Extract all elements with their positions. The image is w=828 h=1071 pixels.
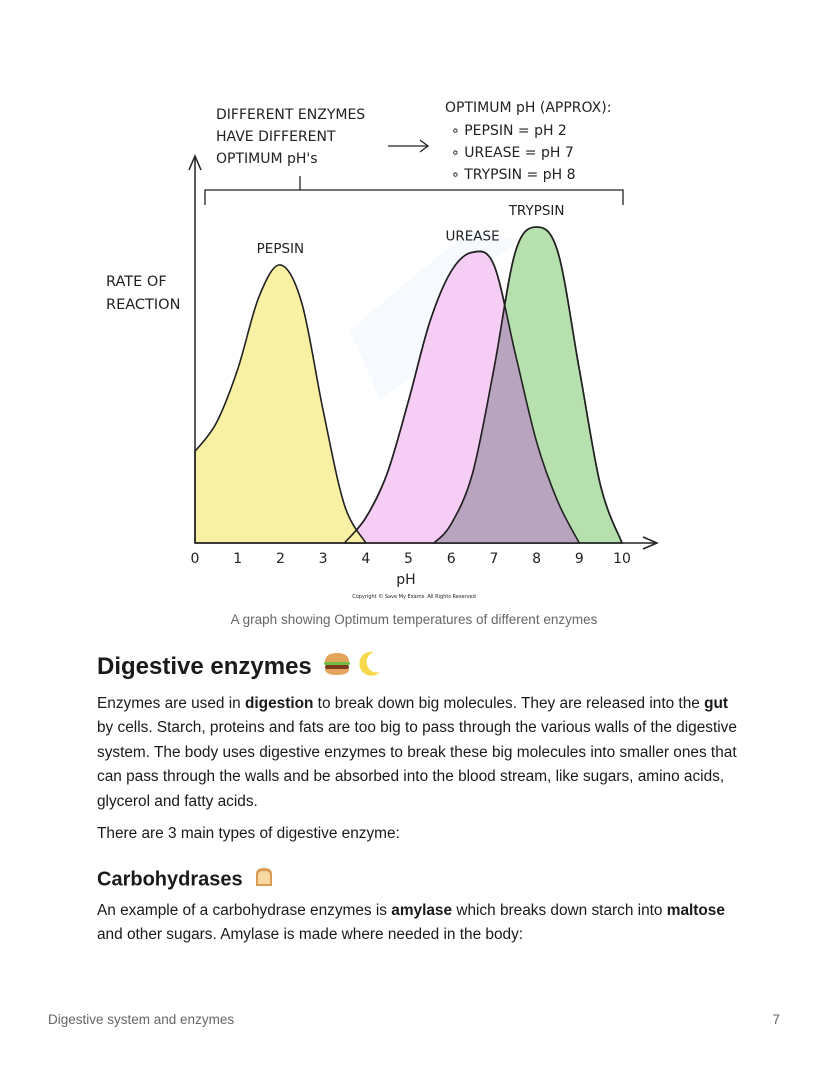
curve-layer bbox=[195, 227, 622, 543]
text-run: Enzymes are used in bbox=[97, 695, 245, 712]
annotation-left-line: DIFFERENT ENZYMES bbox=[216, 107, 366, 123]
x-tick-label: 1 bbox=[233, 551, 243, 567]
annotation-right-item: ∘ PEPSIN = pH 2 bbox=[451, 123, 567, 139]
annotation-right-item: ∘ TRYPSIN = pH 8 bbox=[451, 167, 576, 183]
paragraph-carbohydrases bbox=[97, 899, 737, 948]
bold-term: digestion bbox=[245, 695, 314, 712]
pepsin-curve bbox=[195, 265, 366, 543]
y-axis-label-line: RATE OF bbox=[106, 274, 167, 290]
section-heading bbox=[97, 650, 382, 685]
paragraph-digestion bbox=[97, 692, 737, 814]
x-tick-label: 4 bbox=[361, 551, 371, 567]
annotation-right-title: OPTIMUM pH (APPROX): bbox=[445, 100, 612, 116]
copyright-note: Copyright © Save My Exams. All Rights Reserved bbox=[352, 594, 476, 600]
x-tick-label: 8 bbox=[532, 551, 542, 567]
text-run: to break down big molecules. They are released into the bbox=[313, 695, 705, 712]
annotation-left bbox=[216, 107, 365, 167]
x-tick-labels bbox=[191, 551, 631, 567]
x-axis-label: pH bbox=[396, 572, 416, 588]
annotation-right bbox=[445, 100, 611, 183]
subsection-heading bbox=[97, 866, 276, 894]
subsection-heading-text: Carbohydrases bbox=[97, 868, 243, 891]
paragraph-enzyme-types: There are 3 main types of digestive enzyme: bbox=[97, 825, 400, 842]
footer-title: Digestive system and enzymes bbox=[48, 1012, 235, 1027]
x-tick-label: 6 bbox=[446, 551, 456, 567]
curve-label-pepsin: PEPSIN bbox=[256, 240, 305, 257]
x-tick-label: 0 bbox=[190, 551, 200, 567]
text-run: which breaks down starch into bbox=[452, 902, 667, 919]
text-run: by cells. Starch, proteins and fats are too big to pass through the various walls of the digestive system. The body uses digestive enzymes to break these big molecules into smaller ones that can pass through the walls and be absorbed into the blood stream, like sugars, amino acids, glycerol and fatty acids. bbox=[97, 719, 737, 810]
burger-emoji bbox=[322, 651, 352, 684]
x-tick-label: 2 bbox=[275, 551, 285, 567]
curve-label-trypsin: TRYPSIN bbox=[508, 203, 565, 219]
y-axis-label-line: REACTION bbox=[106, 297, 181, 313]
annotation-left-line: OPTIMUM pH's bbox=[216, 151, 318, 167]
moon-emoji bbox=[356, 650, 382, 685]
bread-emoji bbox=[252, 866, 276, 894]
annotation-left-line: HAVE DIFFERENT bbox=[216, 129, 336, 145]
text-run: and other sugars. Amylase is made where needed in the body: bbox=[97, 926, 524, 944]
section-heading-text: Digestive enzymes bbox=[97, 652, 312, 680]
x-tick-label: 5 bbox=[404, 551, 413, 567]
bold-term: gut bbox=[704, 695, 729, 712]
page-number: 7 bbox=[772, 1012, 780, 1027]
figure-caption: A graph showing Optimum temperatures of different enzymes bbox=[230, 612, 598, 627]
text-run: An example of a carbohydrase enzymes is bbox=[97, 902, 392, 919]
annotation-right-item: ∘ UREASE = pH 7 bbox=[451, 145, 574, 161]
bold-term: amylase bbox=[391, 902, 453, 919]
x-tick-label: 3 bbox=[318, 551, 328, 567]
x-tick-label: 10 bbox=[613, 551, 631, 567]
x-tick-label: 7 bbox=[489, 551, 499, 567]
annotation-arrow bbox=[388, 140, 428, 152]
bold-term: maltose bbox=[666, 902, 725, 919]
curve-label-urease: UREASE bbox=[445, 228, 500, 245]
x-tick-label: 9 bbox=[574, 551, 584, 567]
